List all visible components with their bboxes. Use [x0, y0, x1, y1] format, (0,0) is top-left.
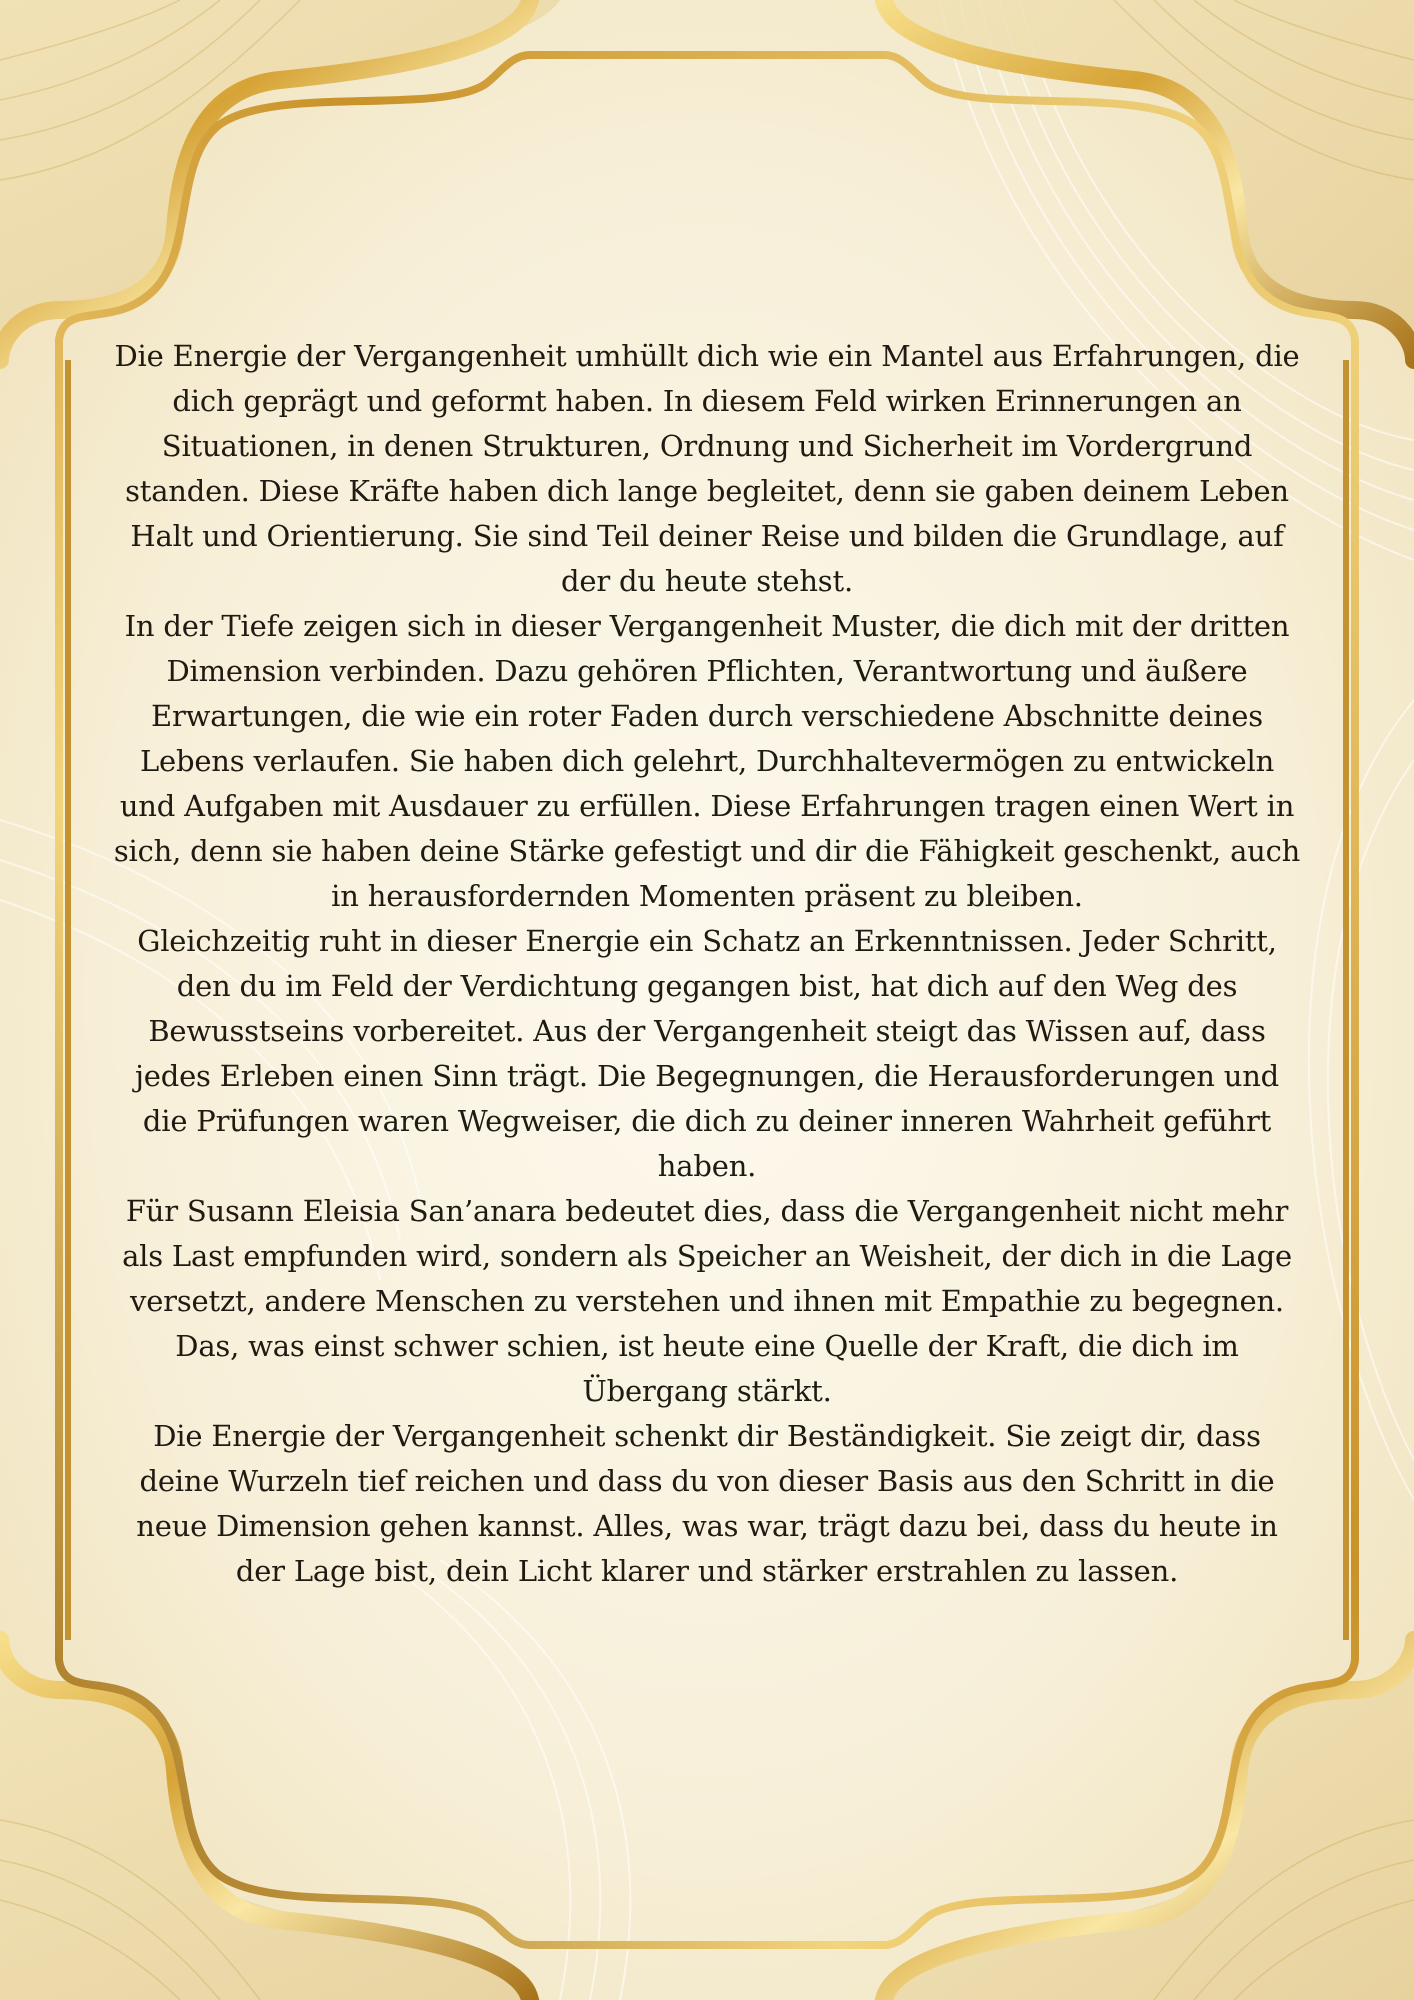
paragraph-stability: Die Energie der Vergangenheit schenkt dir Beständigkeit. Sie zeigt dir, dass deine Wurzeln tief reichen und dass du von dieser Basis aus den Schritt in die neue Dimension gehen kannst. Alles, was war, trägt dazu bei, dass du heute in der Lage bist, dein Licht klarer und stärker erstrahlen zu lassen.: [136, 1419, 1278, 1588]
paragraph-patterns: In der Tiefe zeigen sich in dieser Vergangenheit Muster, die dich mit der dritten Dimension verbinden. Dazu gehören Pflichten, Verantwortung und äußere Erwartungen, die wie ein roter Faden durch verschiedene Abschnitte deines Lebens verlaufen. Sie haben dich gelehrt, Durchhaltevermögen zu entwickeln und Aufgaben mit Ausdauer zu erfüllen. Diese Erfahrungen tragen einen Wert in sich, denn sie haben deine Stärke gefestigt und dir die Fähigkeit geschenkt, auch in herausfordernden Momenten präsent zu bleiben.: [113, 609, 1301, 913]
paragraph-past-energy: Die Energie der Vergangenheit umhüllt dich wie ein Mantel aus Erfahrungen, die dich geprägt und geformt haben. In diesem Feld wirken Erinnerungen an Situationen, in denen Strukturen, Ordnung und Sicherheit im Vordergrund standen. Diese Kräfte haben dich lange begleitet, denn sie gaben deinem Leben Halt und Orientierung. Sie sind Teil deiner Reise und bilden die Grundlage, auf der du heute stehst.: [114, 339, 1300, 598]
main-text-block: [110, 334, 1304, 1594]
paragraph-meaning: Für Susann Eleisia San’anara bedeutet dies, dass die Vergangenheit nicht mehr als Last empfunden wird, sondern als Speicher an Weisheit, der dich in die Lage versetzt, andere Menschen zu verstehen und ihnen mit Empathie zu begegnen. Das, was einst schwer schien, ist heute eine Quelle der Kraft, die dich im Übergang stärkt.: [122, 1194, 1292, 1408]
paragraph-treasure: Gleichzeitig ruht in dieser Energie ein Schatz an Erkenntnissen. Jeder Schritt, den du im Feld der Verdichtung gegangen bist, hat dich auf den Weg des Bewusstseins vorbereitet. Aus der Vergangenheit steigt das Wissen auf, dass jedes Erleben einen Sinn trägt. Die Begegnungen, die Herausforderungen und die Prüfungen waren Wegweiser, die dich zu deiner inneren Wahrheit geführt haben.: [134, 924, 1280, 1183]
